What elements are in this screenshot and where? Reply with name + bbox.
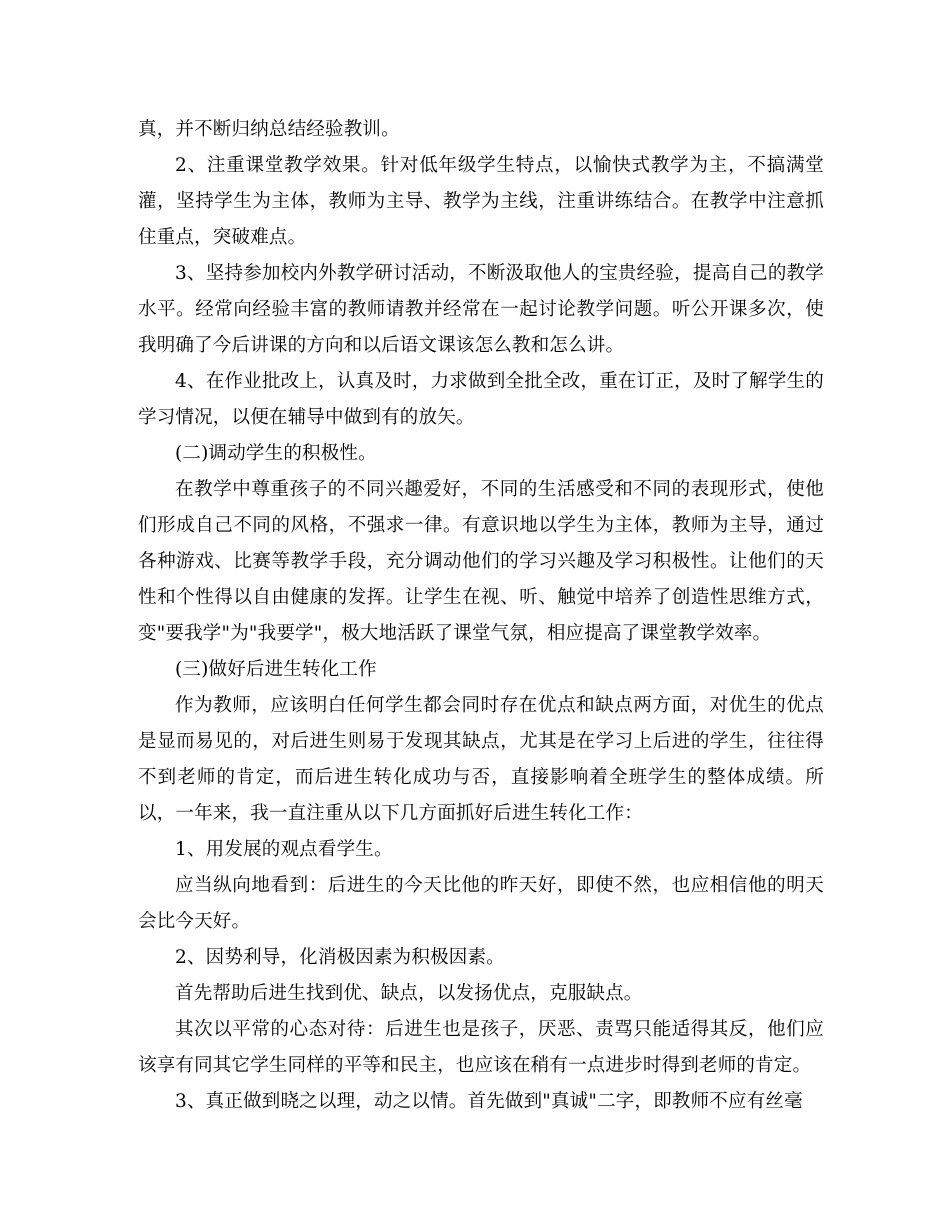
paragraph-4: 4、在作业批改上，认真及时，力求做到全批全改，重在订正，及时了解学生的学习情况，以便在辅导中做到有的放矢。: [138, 371, 824, 428]
paragraph-12: 首先帮助后进生找到优、缺点，以发扬优点，克服缺点。: [175, 983, 643, 1004]
paragraph-1: 真，并不断归纳总结经验教训。: [138, 119, 400, 140]
paragraph-13: 其次以平常的心态对待：后进生也是孩子，厌恶、责骂只能适得其反，他们应该享有同其它学生同样的平等和民主，也应该在稍有一点进步时得到老师的肯定。: [138, 1019, 824, 1076]
paragraph-2: 2、注重课堂教学效果。针对低年级学生特点，以愉快式教学为主，不搞满堂灌，坚持学生为主体，教师为主导、教学为主线，注重讲练结合。在教学中注意抓住重点，突破难点。: [138, 155, 824, 248]
paragraph-8: 作为教师，应该明白任何学生都会同时存在优点和缺点两方面，对优生的优点是显而易见的，对后进生则易于发现其缺点，尤其是在学习上后进的学生，往往得不到老师的肯定，而后进生转化成功与否，直接影响着全班学生的整体成绩。所以，一年来，我一直注重从以下几方面抓好后进生转化工作：: [138, 695, 824, 824]
paragraph-10: 应当纵向地看到：后进生的今天比他的昨天好，即使不然，也应相信他的明天会比今天好。: [138, 875, 824, 932]
paragraph-14: 3、真正做到晓之以理，动之以情。首先做到"真诚"二字，即教师不应有丝毫: [175, 1091, 803, 1112]
section-heading-2: (二)调动学生的积极性。: [175, 443, 377, 464]
section-heading-3: (三)做好后进生转化工作: [175, 659, 377, 680]
paragraph-3: 3、坚持参加校内外教学研讨活动，不断汲取他人的宝贵经验，提高自己的教学水平。经常向经验丰富的教师请教并经常在一起讨论教学问题。听公开课多次，使我明确了今后讲课的方向和以后语文课该怎么教和怎么讲。: [138, 263, 824, 356]
document-body: [138, 112, 824, 1120]
paragraph-9: 1、用发展的观点看学生。: [175, 839, 393, 860]
paragraph-6: 在教学中尊重孩子的不同兴趣爱好，不同的生活感受和不同的表现形式，使他们形成自己不同的风格，不强求一律。有意识地以学生为主体，教师为主导，通过各种游戏、比赛等教学手段，充分调动他们的学习兴趣及学习积极性。让他们的天性和个性得以自由健康的发挥。让学生在视、听、触觉中培养了创造性思维方式，变"要我学"为"我要学"，极大地活跃了课堂气氛，相应提高了课堂教学效率。: [138, 479, 824, 644]
paragraph-11: 2、因势利导，化消极因素为积极因素。: [175, 947, 505, 968]
